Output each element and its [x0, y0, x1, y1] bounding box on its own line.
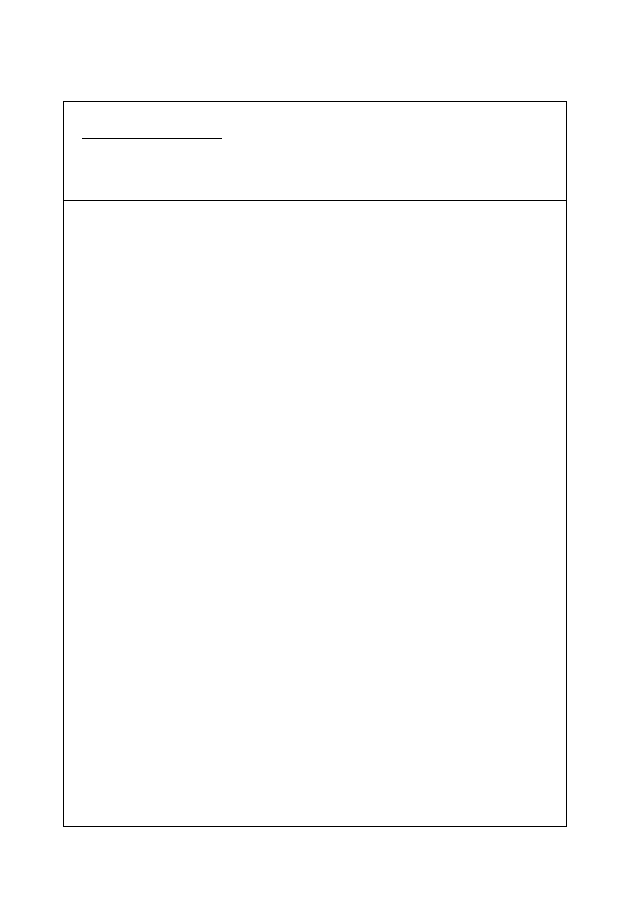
form-frame [63, 101, 567, 827]
form-header [64, 102, 566, 201]
addressee-name-line[interactable] [82, 138, 222, 139]
